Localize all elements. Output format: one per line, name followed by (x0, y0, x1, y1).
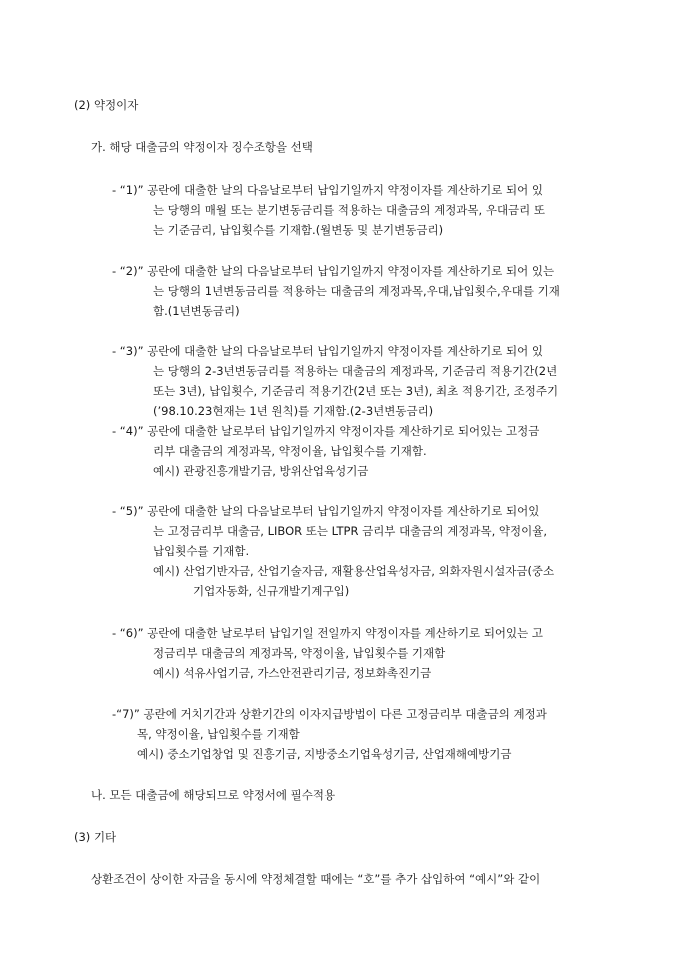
item-5-example: 예시) 산업기반자금, 산업기술자금, 재활용산업육성자금, 외화자원시설자금(중소 (153, 564, 555, 578)
item-3-line-3: 또는 3년), 납입횟수, 기준금리 적용기간(2년 또는 3년), 최초 적용기간, 조정주기 (153, 384, 559, 398)
item-4-line-1: - “4)” 공란에 대출한 날로부터 납입기일까지 약정이자를 계산하기로 되어있는 고정금 (112, 424, 540, 438)
item-3-line-1: - “3)” 공란에 대출한 날의 다음날로부터 납입기일까지 약정이자를 계산하기로 되어 있 (112, 344, 544, 358)
item-4-example: 예시) 관광진흥개발기금, 방위산업육성기금 (153, 464, 369, 478)
item-7-line-2: 목, 약정이율, 납입횟수를 기재함 (137, 727, 300, 741)
item-7-example: 예시) 중소기업창업 및 진흥기금, 지방중소기업육성기금, 산업재해예방기금 (137, 747, 512, 761)
item-3-line-2: 는 당행의 2-3년변동금리를 적용하는 대출금의 계정과목, 기준금리 적용기간(2년 (153, 364, 558, 378)
item-7-line-1: -“7)” 공란에 거치기간과 상환기간의 이자지급방법이 다른 고정금리부 대출금의 계정과 (112, 707, 547, 721)
item-5-example-cont: 기업자동화, 신규개발기계구입) (193, 584, 350, 598)
item-3-line-4: (’98.10.23현재는 1년 원칙)를 기재함.(2-3년변동금리) (153, 404, 434, 418)
item-4-line-2: 리부 대출금의 계정과목, 약정이율, 납입횟수를 기재함. (153, 444, 427, 458)
item-5-line-1: - “5)” 공란에 대출한 날의 다음날로부터 납입기일까지 약정이자를 계산하기로 되어있 (112, 504, 540, 518)
section-2-heading: (2) 약정이자 (74, 98, 139, 112)
item-2-line-2: 는 당행의 1년변동금리를 적용하는 대출금의 계정과목,우대,납입횟수,우대를 기재 (153, 284, 560, 298)
subsection-na: 나. 모든 대출금에 해당되므로 약정서에 필수적용 (91, 788, 336, 802)
item-1-line-3: 는 기준금리, 납입횟수를 기재함.(월변동 및 분기변동금리) (153, 223, 444, 237)
item-1-line-1: - “1)” 공란에 대출한 날의 다음날로부터 납입기일까지 약정이자를 계산하기로 되어 있 (112, 183, 544, 197)
section-3-heading: (3) 기타 (74, 830, 117, 844)
item-6-line-1: - “6)” 공란에 대출한 날로부터 납입기일 전일까지 약정이자를 계산하기로 되어있는 고 (112, 626, 544, 640)
item-2-line-1: - “2)” 공란에 대출한 날의 다음날로부터 납입기일까지 약정이자를 계산하기로 되어 있는 (112, 264, 555, 278)
section-3-paragraph: 상환조건이 상이한 자금을 동시에 약정체결할 때에는 “호”를 추가 삽입하여 “예시”와 같이 (91, 872, 541, 886)
item-1-line-2: 는 당행의 매월 또는 분기변동금리를 적용하는 대출금의 계정과목, 우대금리 또 (153, 203, 546, 217)
item-5-line-3: 납입횟수를 기재함. (153, 544, 250, 558)
item-6-example: 예시) 석유사업기금, 가스안전관리기금, 정보화촉진기금 (153, 666, 432, 680)
subsection-ga: 가. 해당 대출금의 약정이자 징수조항을 선택 (91, 140, 313, 154)
item-6-line-2: 정금리부 대출금의 계정과목, 약정이율, 납입횟수를 기재함 (153, 646, 446, 660)
item-5-line-2: 는 고정금리부 대출금, LIBOR 또는 LTPR 금리부 대출금의 계정과목, 약정이율, (153, 524, 547, 538)
item-2-line-3: 함.(1년변동금리) (153, 304, 240, 318)
